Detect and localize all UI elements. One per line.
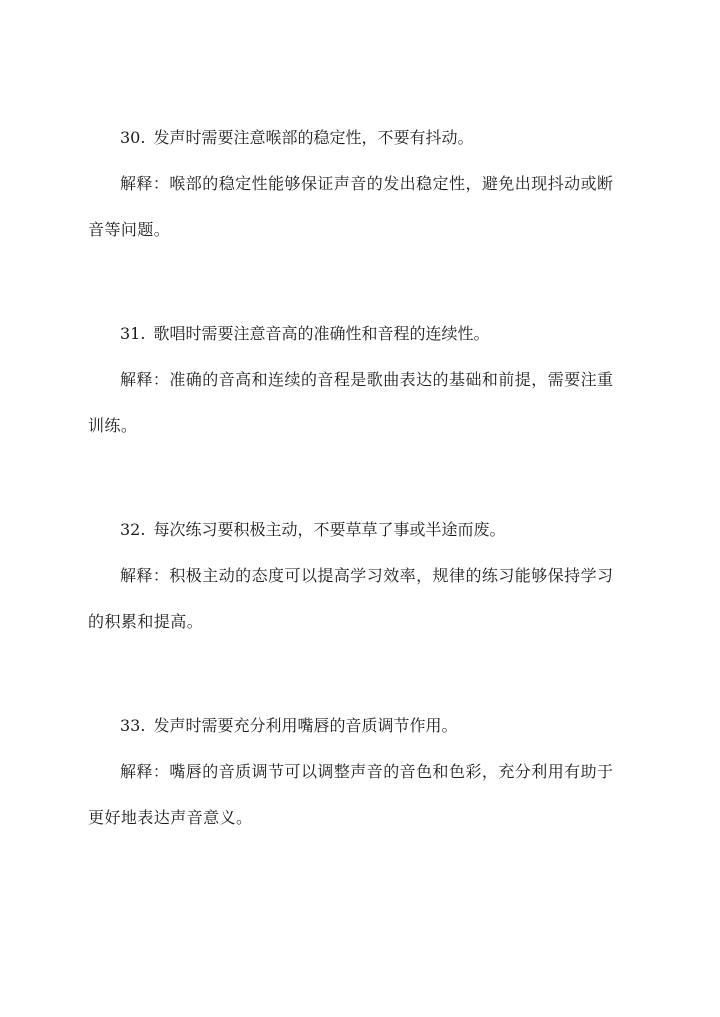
explanation-line: 解释：嘴唇的音质调节可以调整声音的音色和色彩，充分利用有助于 — [120, 762, 614, 781]
question-body: 发声时需要充分利用嘴唇的音质调节作用。 — [153, 716, 458, 735]
list-item — [88, 516, 633, 636]
explanation-line: 训练。 — [88, 416, 138, 435]
explanation-line: 音等问题。 — [88, 220, 171, 239]
question-number: 33. — [120, 716, 146, 735]
explanation-line: 的积累和提高。 — [88, 612, 204, 631]
question-body: 每次练习要积极主动，不要草草了事或半途而废。 — [153, 520, 506, 539]
explanation-text — [88, 562, 633, 636]
list-item — [88, 712, 633, 832]
question-text — [88, 124, 633, 152]
question-text — [88, 516, 633, 544]
list-item — [88, 124, 633, 244]
explanation-line: 解释：积极主动的态度可以提高学习效率，规律的练习能够保持学习 — [120, 566, 614, 585]
explanation-text — [88, 758, 633, 832]
question-body: 发声时需要注意喉部的稳定性，不要有抖动。 — [153, 128, 474, 147]
question-number: 30. — [120, 128, 146, 147]
explanation-line: 解释：准确的音高和连续的音程是歌曲表达的基础和前提，需要注重 — [120, 370, 614, 389]
explanation-text — [88, 170, 633, 244]
list-item — [88, 320, 633, 440]
explanation-line: 更好地表达声音意义。 — [88, 808, 253, 827]
question-text — [88, 320, 633, 348]
explanation-line: 解释：喉部的稳定性能够保证声音的发出稳定性，避免出现抖动或断 — [120, 174, 614, 193]
explanation-text — [88, 366, 633, 440]
question-number: 31. — [120, 324, 146, 343]
question-body: 歌唱时需要注意音高的准确性和音程的连续性。 — [153, 324, 490, 343]
question-text — [88, 712, 633, 740]
question-number: 32. — [120, 520, 146, 539]
